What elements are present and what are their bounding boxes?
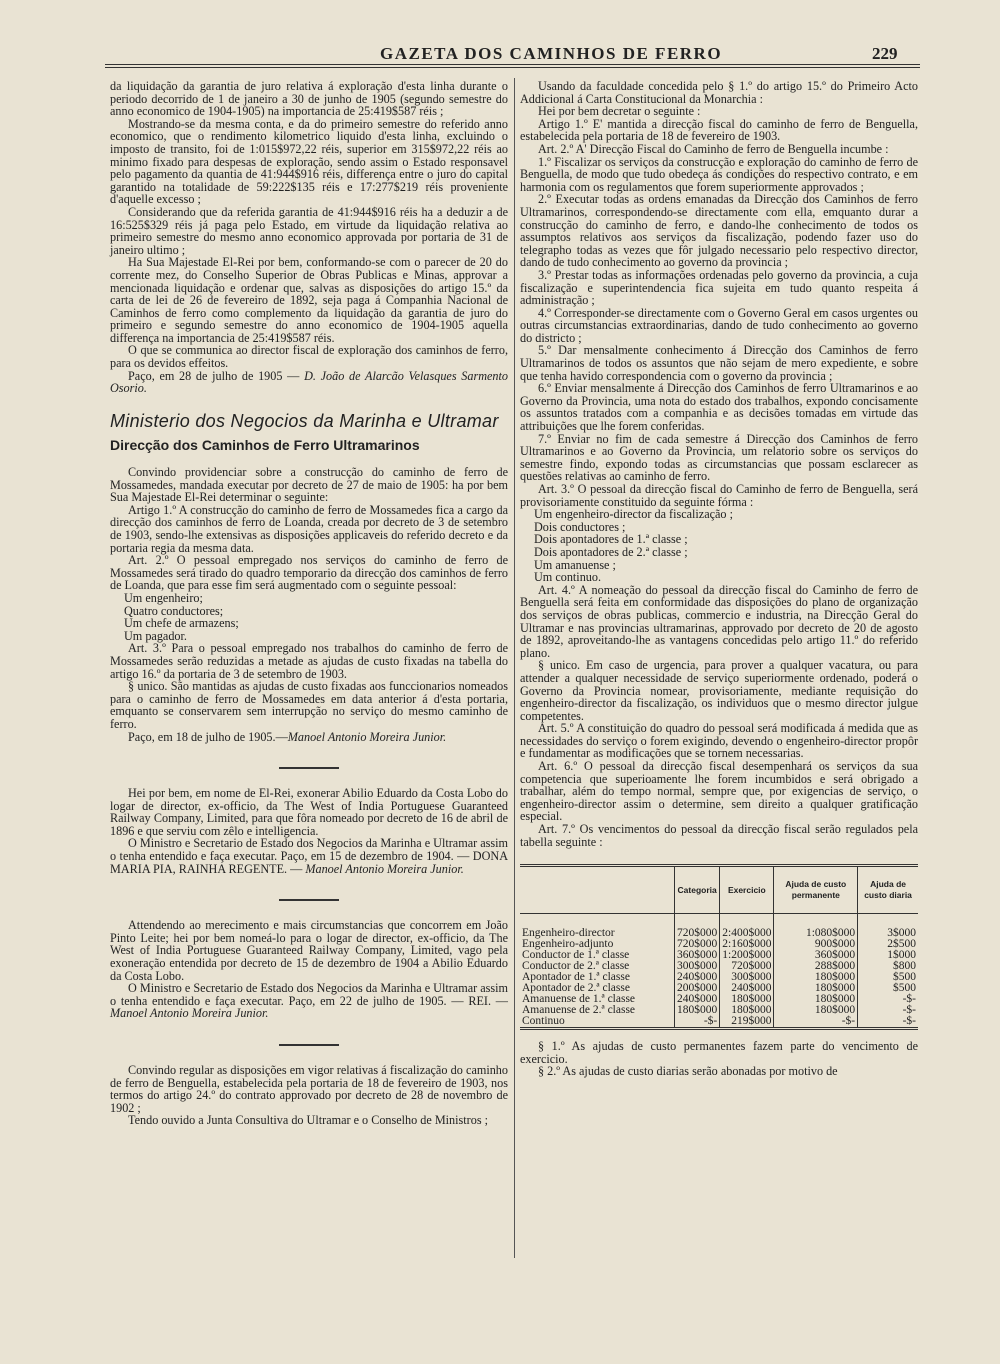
signature-line xyxy=(110,370,508,395)
paragraph: Considerando que da referida garantia de 41:944$916 réis ha a deduzir a de 16:525$329 réis já paga pelo Estado, em virtude da liquidação relativa ao primeiro semestre do mesmo anno economico approvada por portaria de 31 de janeiro ultimo ; xyxy=(110,204,508,257)
paragraph: Art. 2.º O pessoal empregado nos serviços do caminho de ferro de Mossamedes será tirado do quadro temporario da direcção dos caminhos de ferro de Loanda, que para esse fim será augmentado com o seguinte pessoal: xyxy=(110,553,508,593)
table-cell: -$- xyxy=(675,1016,720,1029)
paragraph: Hei por bem decretar o seguinte : xyxy=(538,104,701,119)
paragraph: Usando da faculdade concedida pelo § 1.º do artigo 15.º do Primeiro Acto Addicional á Carta Constitucional da Monarchia : xyxy=(520,79,918,106)
table-row xyxy=(520,1005,918,1016)
paragraph: Hei por bem, em nome de El-Rei, exonerar Abilio Eduardo da Costa Lobo do logar de director, ex-officio, da The West of India Portuguese Guaranteed Railway Company, Limited, para que fôra nomeado por decreto de 16 de abril de 1896 e que serviu com zêlo e intelligencia. xyxy=(110,786,508,838)
paragraph: Art. 4.º A nomeação do pessoal da direcção fiscal do Caminho de ferro de Benguella será feita em conformidade das disposições do plano de organização dos serviços de obras publicas, commercio e industria, na Direcção Geral do Ultramar e nas provincias ultramarinas, approvado por decreto de 20 de agosto de 1892, aproveitando-lhe as vantagens concedidas pelo artigo 11.º do referido plano. xyxy=(520,582,918,660)
signature-name: D. João de Alarcão Velasques Sarmento Osorio. xyxy=(110,368,508,396)
table-cell: 1:080$000 xyxy=(774,928,858,939)
table-cell-category: Apontador de 1.ª classe xyxy=(522,971,630,984)
list-item: Um continuo. xyxy=(534,570,602,585)
table-cell: -$- xyxy=(858,1016,918,1029)
left-column xyxy=(110,80,508,1127)
list-item: Quatro conductores; xyxy=(124,603,224,618)
paragraph: 7.º Enviar no fim de cada semestre á Direcção dos Caminhos de ferro Ultramarinos e ao Governo da Provincia, um relatorio sobre os serviços do semestre findo, expondo todas as circumstancias que possam esclarecer as questões relativas ao caminho de ferro. xyxy=(520,431,918,484)
table-cell-category: Amanuense de 1.ª classe xyxy=(522,993,636,1006)
paragraph: Art. 3.º O pessoal da direcção fiscal do Caminho de ferro de Benguella, será provisoriamente constituido da seguinte fórma : xyxy=(520,482,918,509)
paragraph: Convindo regular as disposições em vigor relativas á fiscalização do caminho de ferro de Benguella, estabelecida pela portaria de 18 de fevereiro de 1903, nos termos do artigo 24.º do contrato approvado por decreto de 28 de novembro de 1902 ; xyxy=(110,1063,508,1115)
salary-table xyxy=(520,864,918,1030)
table-header-row xyxy=(520,866,918,914)
paragraph: Artigo 1.º E' mantida a direcção fiscal do caminho de ferro de Benguella, estabelecida pela portaria de 18 de fevereiro de 1903. xyxy=(520,116,918,144)
table-header: Ajuda de custo diaria xyxy=(858,866,918,914)
table-cell: 180$000 xyxy=(774,994,858,1005)
paragraph-text: O Ministro e Secretario de Estado dos Negocios da Marinha e Ultramar assim o tenha entendido e faça executar. Paço, em 15 de dezembro de 1904. — DONA MARIA PIA, RAINHA REGENTE. — xyxy=(110,836,508,876)
paragraph: Attendendo ao merecimento e mais circumstancias que concorrem em João Pinto Leite; hei por bem nomeá-lo para o logar de director, ex-officio, da The West of India Portuguese Guaranteed Railway Company, Limited, vago pela exoneração entendida por decreto de 15 de dezembro de 1904 a Abilio Eduardo da Costa Lobo. xyxy=(110,918,508,983)
paragraph: da liquidação da garantia de juro relativa á exploração d'esta linha durante o periodo decorrido de 1 de janeiro a 30 de junho de 1905 (segundo semestre do anno economico de 1904-1905) na importancia de 25:419$587 réis ; xyxy=(110,79,508,119)
table-cell: 720$000 xyxy=(675,928,720,939)
paragraph: § unico. Em caso de urgencia, para prover a qualquer vacatura, ou para attender a qualquer necessidade de serviço superiormente ordenado, poderá o Governo da Provincia nomear, provisoriamente, mediante requisição do engenheiro-director da fiscalização, os individuos que o mesmo director julgue competentes. xyxy=(520,658,918,723)
header-rule xyxy=(105,64,920,65)
list-item: Dois apontadores de 1.ª classe ; xyxy=(534,532,688,547)
separator-rule xyxy=(279,1044,339,1046)
page-number: 229 xyxy=(872,44,898,63)
table-cell: 2$500 xyxy=(858,939,918,950)
table-cell: 180$000 xyxy=(720,994,774,1005)
separator-rule xyxy=(279,899,339,901)
paragraph: Tendo ouvido a Junta Consultiva do Ultramar e o Conselho de Ministros ; xyxy=(128,1113,488,1128)
paragraph: 6.º Enviar mensalmente á Direcção dos Caminhos de ferro Ultramarinos e ao Governo da Provincia, uma nota do estado dos trabalhos, expondo concisamente os assuntos tratados com a companhia e as decisões tomadas em virtude das attribuições que lhe forem conferidas. xyxy=(520,381,918,434)
table-cell: 300$000 xyxy=(675,961,720,972)
paragraph: Mostrando-se da mesma conta, e da do primeiro semestre do referido anno economico, que o rendimento kilometrico liquido d'esta linha, excluindo o imposto de transito, foi de 1:015$972,22 réis, superior em 315$972,22 réis ao minimo fixado para despesas de exploração, sendo assim o Estado responsavel pelo pagamento da quantia de 41:944$916 réis, differença entre o juro do capital garantido na totalidade de 59:222$135 réis e 17:277$219 réis proveniente d'aquelle excesso ; xyxy=(110,116,508,207)
table-cell: $800 xyxy=(858,961,918,972)
table-cell: 240$000 xyxy=(675,994,720,1005)
section-heading: Direcção dos Caminhos de Ferro Ultramarinos xyxy=(110,437,420,454)
list-item: Um amanuense ; xyxy=(534,557,616,572)
table-cell-category: Engenheiro-adjunto xyxy=(522,938,614,951)
table-cell: 3$000 xyxy=(858,928,918,939)
list-item: Um engenheiro-director da fiscalização ; xyxy=(534,507,733,522)
paragraph: 4.º Corresponder-se directamente com o Governo Geral em casos urgentes ou outras circumstancias extraordinarias, dando de tudo conhecimento ao governo do districto ; xyxy=(520,305,918,345)
table-cell: -$- xyxy=(774,1016,858,1029)
paragraph: § unico. São mantidas as ajudas de custo fixadas aos funccionarios nomeados para o caminho de ferro de Mossamedes em data anterior á d'esta portaria, emquanto se conservarem sem interrupção no serviço do mesmo caminho de ferro. xyxy=(110,679,508,731)
signature-text: Paço, em 18 de julho de 1905.— xyxy=(128,729,288,744)
table-cell: 2:160$000 xyxy=(720,939,774,950)
table-cell: 1:200$000 xyxy=(720,950,774,961)
paragraph: O que se communica ao director fiscal de exploração dos caminhos de ferro, para os devidos effeitos. xyxy=(110,343,508,371)
signature-line xyxy=(110,731,508,744)
column-divider xyxy=(514,78,515,1258)
list-item: Um chefe de armazens; xyxy=(124,616,239,631)
paragraph: 3.º Prestar todas as informações ordenadas pelo governo da provincia, a cuja fiscalização e superintendencia fica sujeita em tudo quanto respeita á administração ; xyxy=(520,267,918,308)
list-item: Dois apontadores de 2.ª classe ; xyxy=(534,544,688,559)
table-cell: 720$000 xyxy=(720,961,774,972)
table-cell-category: Amanuense de 2.ª classe xyxy=(522,1004,636,1017)
table-cell-category: Continuo xyxy=(522,1015,565,1028)
table-cell: 288$000 xyxy=(774,961,858,972)
signature-name: Manoel Antonio Moreira Junior. xyxy=(305,861,464,876)
paragraph xyxy=(110,837,508,875)
table-body xyxy=(520,914,918,1029)
table-cell-category: Engenheiro-director xyxy=(522,927,615,940)
table-cell: 720$000 xyxy=(675,939,720,950)
signature-name: Manoel Antonio Moreira Junior. xyxy=(110,1006,269,1021)
table-cell: 900$000 xyxy=(774,939,858,950)
list-item: Um engenheiro; xyxy=(124,590,203,605)
paragraph: Art. 2.º A' Direcção Fiscal do Caminho de ferro de Benguella incumbe : xyxy=(538,141,889,156)
ministry-heading: Ministerio dos Negocios da Marinha e Ultramar xyxy=(110,410,499,431)
table-cell: $500 xyxy=(858,983,918,994)
table-cell-category: Apontador de 2.ª classe xyxy=(522,982,630,995)
table-header-blank xyxy=(520,866,675,914)
header-rule-thin xyxy=(105,67,920,68)
table-cell: 300$000 xyxy=(720,972,774,983)
table-row xyxy=(520,1016,918,1029)
table-cell-category: Conductor de 2.ª classe xyxy=(522,960,630,973)
list-item: Um pagador. xyxy=(124,628,187,643)
table-cell: 180$000 xyxy=(720,1005,774,1016)
paragraph xyxy=(110,982,508,1020)
paragraph: Convindo providenciar sobre a construcção do caminho de ferro de Mossamedes, mandada executar por decreto de 27 de maio de 1905: ha por bem Sua Majestade El-Rei determinar o seguinte: xyxy=(110,465,508,505)
table-cell: 2:400$000 xyxy=(720,928,774,939)
table-cell: -$- xyxy=(858,1005,918,1016)
right-column xyxy=(520,80,918,1078)
table-cell: 180$000 xyxy=(675,1005,720,1016)
paragraph: 2.º Executar todas as ordens emanadas da Direcção dos Caminhos de ferro Ultramarinos, correspondendo-se directamente com ella, emquanto durar a construcção do caminho de ferro, e dando-lhe conhecimento de todos os assumptos relativos aos serviços da fiscalização, podendo fazer uso do telegrapho todas as vezes que fôr julgado necessario pelo respectivo director, dando de tudo conhecimento ao governo da provincia ; xyxy=(520,192,918,270)
paragraph: Art. 6.º O pessoal da direcção fiscal desempenhará os serviços da sua competencia que superioamente lhe forem incumbidos e será obrigado a trabalhar, além do tempo normal, sempre que, por exigencias de serviço, o engenheiro-director assim o determine, sem direito a qualquer gratificação especial. xyxy=(520,759,918,824)
paragraph: 5.º Dar mensalmente conhecimento á Direcção dos Caminhos de ferro Ultramarinos de todos os assuntos que não sejam de mero expediente, e sobre que tenha havido correspondencia com o governo da provincia ; xyxy=(520,343,918,383)
paragraph: § 2.º As ajudas de custo diarias serão abonadas por motivo de xyxy=(538,1064,838,1079)
table-cell: 360$000 xyxy=(774,950,858,961)
table-header: Categoria xyxy=(675,866,720,914)
paragraph-text: O Ministro e Secretario de Estado dos Negocios da Marinha e Ultramar assim o tenha entendido e faça executar. Paço, em 22 de julho de 1905. — REI. — xyxy=(110,981,508,1008)
table-cell-category: Conductor de 1.ª classe xyxy=(522,949,630,962)
paragraph: Art. 7.º Os vencimentos do pessoal da direcção fiscal serão regulados pela tabella seguinte : xyxy=(520,822,918,849)
table-cell: $500 xyxy=(858,972,918,983)
paragraph: Artigo 1.º A construcção do caminho de ferro de Mossamedes fica a cargo da direcção dos caminhos de ferro de Loanda, creada por decreto de 3 de setembro de 1903, sendo-lhe extensivas as disposições applicaveis do referido decreto e da portaria regia da mesma data. xyxy=(110,502,508,555)
signature-text: Paço, em 28 de julho de 1905 — xyxy=(128,368,305,383)
table-cell: 360$000 xyxy=(675,950,720,961)
paragraph: Art. 5.º A constituição do quadro do pessoal será modificada á medida que as necessidades do serviço o forem exigindo, devendo o engenheiro-director propôr e fundamentar as modificações que se tornem necessarias. xyxy=(520,721,918,761)
table-cell: -$- xyxy=(858,994,918,1005)
table-cell: 180$000 xyxy=(774,983,858,994)
table-cell: 200$000 xyxy=(675,983,720,994)
table-spacer-row xyxy=(520,914,918,929)
table-cell: 240$000 xyxy=(675,972,720,983)
table-cell: 180$000 xyxy=(774,1005,858,1016)
signature-name: Manoel Antonio Moreira Junior. xyxy=(287,729,447,744)
table-cell: 219$000 xyxy=(720,1016,774,1029)
table-header: Exercicio xyxy=(720,866,774,914)
running-title: GAZETA DOS CAMINHOS DE FERRO xyxy=(380,44,723,63)
paragraph: Art. 3.º Para o pessoal empregado nos trabalhos do caminho de ferro de Mossamedes serão reduzidas a metade as ajudas de custo fixadas na tabella do artigo 16.º da portaria de 3 de setembro de 1903. xyxy=(110,641,508,681)
separator-rule xyxy=(279,767,339,769)
table-cell: 240$000 xyxy=(720,983,774,994)
paragraph: Ha Sua Majestade El-Rei por bem, conformando-se com o parecer de 20 do corrente mez, do Conselho Superior de Obras Publicas e Minas, approvar a mencionada liquidação e ordenar que, salvas as disposições do artigo 15.º da carta de lei de 26 de fevereiro de 1892, seja paga á Companhia Nacional de Caminhos de ferro como complemento da liquidação da garantia de juro do primeiro e segundo semestre do anno economico de 1904-1905 aquella differença na importancia de 25:419$587 réis. xyxy=(110,255,508,345)
table-cell: 1$000 xyxy=(858,950,918,961)
table-header: Ajuda de custo permanente xyxy=(774,866,858,914)
table-cell: 180$000 xyxy=(774,972,858,983)
paragraph: § 1.º As ajudas de custo permanentes fazem parte do vencimento de exercicio. xyxy=(520,1039,918,1066)
paragraph: 1.º Fiscalizar os serviços da construcção e exploração do caminho de ferro de Benguella, de modo que tudo obedeça ás condições do respectivo contrato, e em harmonia com os regulamentos que forem superiormente approvados ; xyxy=(520,154,918,194)
list-item: Dois conductores ; xyxy=(534,519,626,534)
